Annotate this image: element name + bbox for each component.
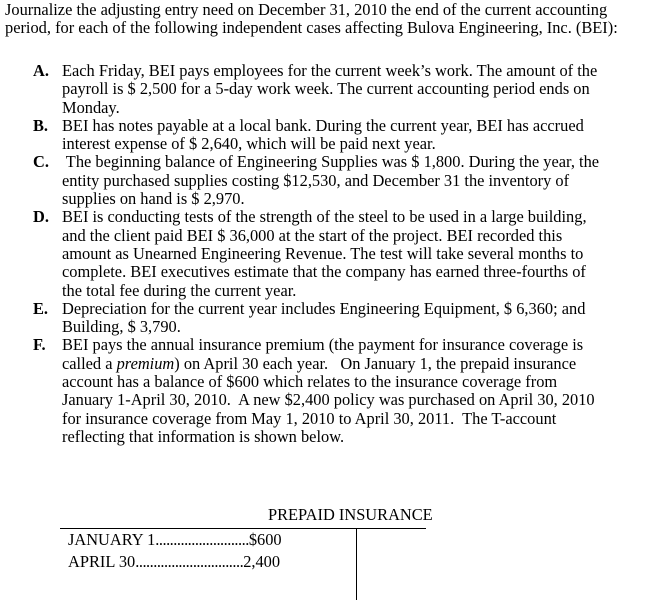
instructions: [5, 1, 667, 38]
t-account-leader-dots: ..............................: [135, 552, 244, 571]
case-text-line: complete. BEI executives estimate that the company has earned three-fourths of: [62, 262, 586, 282]
case-a: [33, 62, 643, 117]
case-text-fragment: ) on April 30 each year. On January 1, the prepaid insurance: [174, 353, 577, 373]
t-account-entry-label: APRIL 30: [68, 552, 136, 571]
case-letter: F.: [33, 335, 46, 355]
case-text-line: supplies on hand is $ 2,970.: [62, 189, 245, 209]
case-text-line: BEI is conducting tests of the strength of the steel to be used in a large building,: [62, 207, 587, 227]
case-d: [33, 208, 643, 299]
case-text-line: Building, $ 3,790.: [62, 317, 181, 337]
case-text-line: reflecting that information is shown below.: [62, 426, 345, 446]
case-text-line: entity purchased supplies costing $12,530, and December 31 the inventory of: [62, 170, 570, 190]
case-text-line: and the client paid BEI $ 36,000 at the start of the project. BEI recorded this: [62, 225, 563, 245]
t-account-center-line: [356, 528, 357, 600]
case-text-line: Depreciation for the current year includes Engineering Equipment, $ 6,360; and: [62, 298, 586, 318]
t-account-debit-row: [68, 531, 282, 549]
t-account-entry-amount: 2,400: [243, 552, 281, 571]
instructions-line-1: Journalize the adjusting entry need on December 31, 2010 the end of the current accounting: [5, 0, 608, 19]
case-c: [33, 153, 643, 208]
case-text-line: interest expense of $ 2,640, which will be paid next year.: [62, 134, 436, 154]
case-text-line: payroll is $ 2,500 for a 5-day work week. The current accounting period ends on: [62, 79, 590, 99]
case-b: [33, 117, 643, 154]
t-account-entry-amount: $600: [248, 530, 282, 549]
case-letter: B.: [33, 115, 49, 135]
case-text-line: BEI pays the annual insurance premium (the payment for insurance coverage is: [62, 335, 584, 355]
t-account-entry-label: JANUARY 1: [68, 530, 156, 549]
t-account-title: PREPAID INSURANCE: [268, 505, 433, 524]
instructions-line-2: period, for each of the following independent cases affecting Bulova Engineering, Inc. (BEI):: [5, 18, 618, 38]
case-text-line: The beginning balance of Engineering Supplies was $ 1,800. During the year, the: [62, 152, 600, 172]
case-e: [33, 300, 643, 337]
t-account-leader-dots: ..........................: [155, 530, 249, 549]
case-letter: D.: [33, 207, 49, 227]
emphasized-term: premium: [116, 353, 175, 373]
case-text-line: Each Friday, BEI pays employees for the current week’s work. The amount of the: [62, 61, 598, 80]
case-list: [33, 62, 643, 446]
case-text-fragment: called a: [62, 353, 117, 373]
case-text-line: BEI has notes payable at a local bank. During the current year, BEI has accrued: [62, 115, 584, 135]
case-text-line: account has a balance of $600 which relates to the insurance coverage from: [62, 372, 558, 392]
t-account-debit-row: [68, 553, 280, 571]
case-text-line: the total fee during the current year.: [62, 280, 297, 300]
case-text-line: January 1-April 30, 2010. A new $2,400 policy was purchased on April 30, 2010: [62, 390, 595, 410]
case-letter: A.: [33, 61, 49, 80]
case-text-line: Monday.: [62, 97, 120, 117]
case-f: [33, 336, 643, 446]
case-text-line: [62, 355, 643, 373]
case-text-line: for insurance coverage from May 1, 2010 to April 30, 2011. The T-account: [62, 408, 557, 428]
case-text-line: amount as Unearned Engineering Revenue. The test will take several months to: [62, 243, 584, 263]
t-account-top-line: [60, 528, 426, 529]
case-letter: C.: [33, 152, 49, 172]
case-letter: E.: [33, 298, 49, 318]
